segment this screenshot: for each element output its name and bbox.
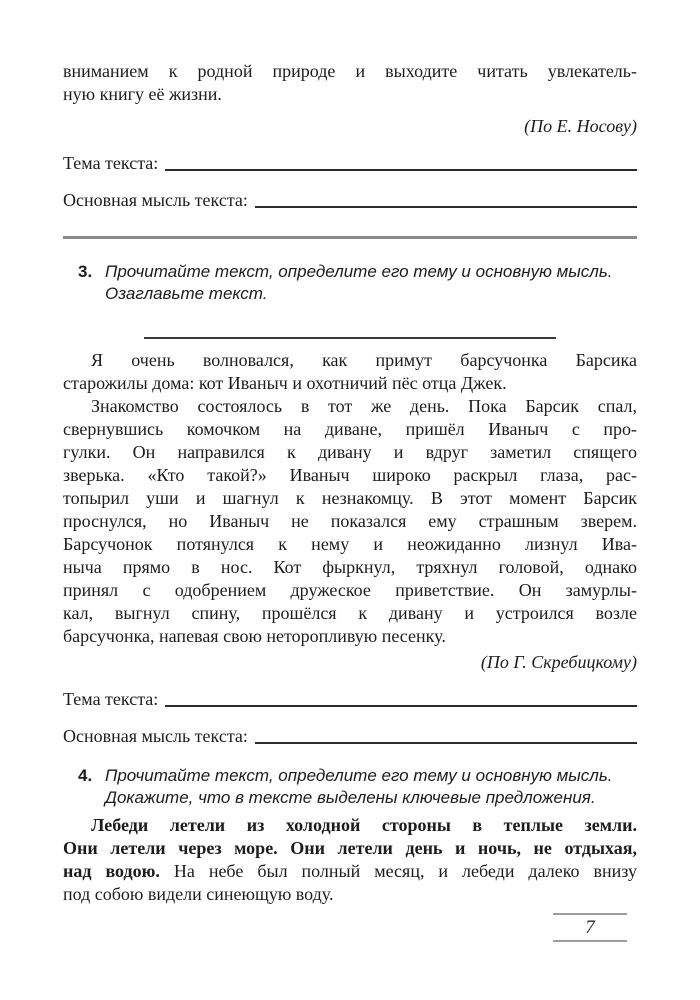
text-line: свернувшись комочком на диване, пришёл Иваныч с про- xyxy=(63,419,637,439)
instruction-line: Прочитайте текст, определите его тему и основную мысль. xyxy=(105,262,613,281)
page-number-value: 7 xyxy=(585,917,595,938)
text-line: топырил уши и шагнул к незнакомцу. В этот момент Барсик xyxy=(63,488,637,508)
text-line: под собою видели синеющую воду. xyxy=(63,884,334,904)
intro-theme-field xyxy=(63,152,637,175)
text-line: Они летели через море. Они летели день и ночь, не отдыхая, xyxy=(63,838,637,858)
exercise-4-section xyxy=(63,765,637,906)
text-line: Знакомство состоялось в тот же день. Пока Барсик спал, xyxy=(91,396,637,416)
main-idea-label: Основная мысль текста: xyxy=(63,190,248,210)
page-number xyxy=(553,913,627,942)
text-line: ную книгу её жизни. xyxy=(63,84,222,104)
theme-blank-line xyxy=(165,688,637,707)
text-line: гулки. Он направился к дивану и вдруг заметил спящего xyxy=(63,442,637,462)
text-line: над водою. На небе был полный месяц, и лебеди далеко внизу xyxy=(63,861,637,881)
instruction-line: Докажите, что в тексте выделены ключевые предложения. xyxy=(105,788,596,807)
exercise-3-section xyxy=(63,261,637,748)
theme-label: Тема текста: xyxy=(63,153,159,173)
title-blank-line xyxy=(144,337,556,339)
text-line: Барсучонок потянулся к нему и неожиданно лизнул Ива- xyxy=(63,534,637,554)
text-line: ныча прямо в нос. Кот фыркнул, тряхнул головой, однако xyxy=(63,557,637,577)
main-idea-blank-line xyxy=(255,189,637,208)
text-line: барсучонка, напевая свою неторопливую песенку. xyxy=(63,626,446,646)
text-line: вниманием к родной природе и выходите читать увлекатель- xyxy=(63,61,637,81)
exercise-3-attribution: (По Г. Скребицкому) xyxy=(480,652,637,672)
text-line: кал, выгнул спину, прошёлся к дивану и устроился возле xyxy=(63,603,637,623)
exercise-4-header xyxy=(63,765,637,809)
exercise-4-instructions xyxy=(105,765,637,809)
text-line: зверька. «Кто такой?» Иваныч широко раскрыл глаза, рас- xyxy=(63,465,637,485)
theme-label: Тема текста: xyxy=(63,689,159,709)
text-line: Лебеди летели из холодной стороны в теплые земли. xyxy=(91,815,637,835)
main-idea-label: Основная мысль текста: xyxy=(63,726,248,746)
exercise-4-number: 4. xyxy=(78,766,93,785)
intro-main-idea-field xyxy=(63,189,637,212)
exercise-3-header xyxy=(63,261,637,305)
section-divider xyxy=(63,236,637,239)
intro-text xyxy=(63,60,637,106)
main-idea-blank-line xyxy=(255,725,637,744)
instruction-line: Прочитайте текст, определите его тему и основную мысль. xyxy=(105,766,613,785)
page-number-bottom-rule xyxy=(553,940,627,942)
theme-blank-line xyxy=(165,152,637,171)
exercise-3-text xyxy=(63,349,637,648)
exercise-3-instructions xyxy=(105,261,637,305)
intro-attribution: (По Е. Носову) xyxy=(524,116,637,136)
exercise-3-number: 3. xyxy=(78,262,93,281)
text-line: Я очень волновался, как примут барсучонка Барсика xyxy=(91,350,637,370)
text-line: старожилы дома: кот Иваныч и охотничий пёс отца Джек. xyxy=(63,373,507,393)
exercise-4-text xyxy=(63,814,637,906)
text-line: проснулся, но Иваныч не показался ему страшным зверем. xyxy=(63,511,637,531)
instruction-line: Озаглавьте текст. xyxy=(105,284,268,303)
exercise-3-main-idea-field xyxy=(63,725,637,748)
exercise-3-theme-field xyxy=(63,688,637,711)
intro-section xyxy=(63,60,637,212)
text-line: принял с одобрением дружеское приветствие. Он замурлы- xyxy=(63,580,637,600)
